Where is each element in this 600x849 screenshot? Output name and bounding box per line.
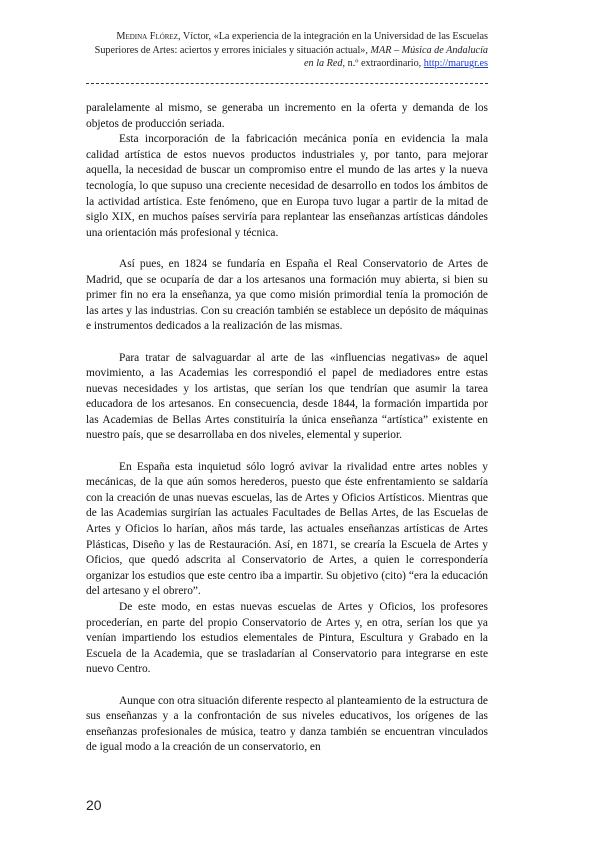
body-paragraph-1: paralelamente al mismo, se generaba un incremento en la oferta y demanda de los objetos de producción seriada. — [86, 102, 488, 130]
running-header — [86, 30, 488, 71]
body-paragraph-5: En España esta inquietud sólo logró avivar la rivalidad entre artes nobles y mecánicas, de la que aún somos herederos, puesto que éste enfrentamiento se saldaría con la creación de unas nuevas escuelas, las de Artes y Oficios Artísticos. Mientras que de las Academias surgirían las actuales Facultades de Bellas Artes, de las Escuelas de Artes y Oficios lo harían, años más tarde, las actuales enseñanzas artísticas de Artes Plásticas, Diseño y las de Restauración. Así, en 1871, se crearía la Escuela de Artes y Oficios, que quedó adscrita al Conservatorio de Artes, a quien le correspondería organizar los estudios que este centro iba a impartir. Su objetivo (cito) “era la educación del artesano y el obrero”. — [86, 460, 488, 598]
body-paragraph-6: De este modo, en estas nuevas escuelas de Artes y Oficios, los profesores procederían, en parte del propio Conservatorio de Artes y, en otra, serían los que ya venían impartiendo los estudios elementales de Pintura, Escultura y Grabado en la Escuela de la Academia, que se trasladarían al Conservatorio para integrarse en este nuevo Centro. — [86, 601, 488, 676]
body-paragraph-2: Esta incorporación de la fabricación mecánica ponía en evidencia la mala calidad artística de estos nuevos productos industriales y, por tanto, para mejorar aquella, la necesidad de buscar un compromiso entre el mundo de las artes y la nueva tecnología, lo que supuso una creciente necesidad de desarrollo en todos los ámbitos de la actividad artística. Este fenómeno, que en Europa tuvo lugar a partir de la mitad de siglo XIX, en muchos países serviría para replantear las enseñanzas artísticas dándoles una orientación más profesional y técnica. — [86, 133, 488, 239]
body-paragraph-7: Aunque con otra situación diferente respecto al planteamiento de la estructura de sus enseñanzas y a la confrontación de sus niveles educativos, los orígenes de las enseñanzas profesionales de música, teatro y danza también se encuentran vinculados de igual modo a la creación de un conservatorio, en — [86, 694, 488, 754]
header-divider — [86, 83, 488, 84]
body-paragraph-4: Para tratar de salvaguardar al arte de las «influencias negativas» de aquel movimiento, a las Academias les correspondió el papel de mediadores entre estas nuevas necesidades y los artistas, que serían los que tendrían que asumir la tarea educadora de los artesanos. En consecuencia, desde 1844, la formación impartida por las Academias de Bellas Artes constituiría la única enseñanza “artística” existente en nuestro país, que se desarrollaba en dos niveles, elemental y superior. — [86, 351, 488, 442]
header-journal-title: MAR – Música de Andalucía en la Red — [304, 44, 488, 69]
header-author: Medina Flórez — [116, 31, 178, 42]
header-citation-part-1: , Víctor, «La experiencia de la integración en la Universidad de las Escuelas Superiores de Artes: aciertos y errores iniciales y situación actual», — [94, 31, 488, 56]
body-paragraph-3: Así pues, en 1824 se fundaría en España el Real Conservatorio de Artes de Madrid, que se ocuparía de dar a los artesanos una formación muy abierta, si bien su primer fin no era la enseñanza, ya que como misión primordial tenía la promoción de las artes y las industrias. Con su creación también se establece un depósito de máquinas e instrumentos dedicados a la realización de las mismas. — [86, 257, 488, 333]
page-body — [86, 101, 488, 756]
page-number: 20 — [86, 797, 102, 813]
header-journal-link[interactable]: http://marugr.es — [423, 58, 488, 69]
header-citation-part-2: , n.º extraordinario, — [342, 58, 424, 69]
